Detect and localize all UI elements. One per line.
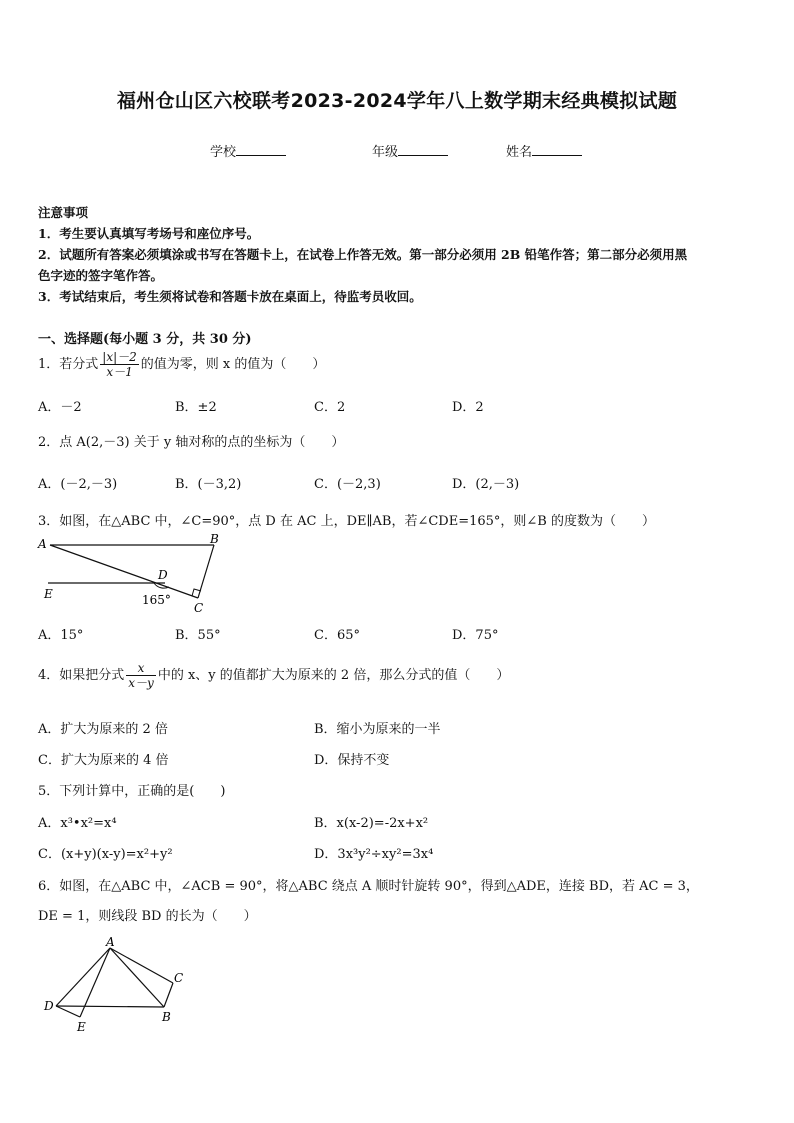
notes-heading: 注意事项 — [38, 205, 89, 220]
label-b: B — [210, 532, 219, 546]
label-e: E — [77, 1020, 86, 1034]
option-a[interactable]: A．扩大为原来的 2 倍 — [38, 722, 168, 737]
fraction: $\frac{x}{x-y}$ — [128, 661, 154, 690]
label-e: E — [44, 587, 53, 601]
note-item: 色字迹的签字笔作答。 — [38, 268, 164, 283]
option-b[interactable]: B．x(x-2)=-2x+x² — [314, 816, 429, 831]
question-5: 5．下列计算中，正确的是( ) — [38, 784, 226, 799]
option-a[interactable]: A．(－2,－3) — [38, 477, 118, 492]
option-d[interactable]: D．(2,－3) — [452, 477, 520, 492]
option-c[interactable]: C．2 — [314, 400, 346, 415]
option-d[interactable]: D．2 — [452, 400, 484, 415]
option-a[interactable]: A．15° — [38, 628, 84, 643]
question-4: 4．如果把分式 $\frac{x}{x-y}$ 中的 x、y 的值都扩大为原来的 2 倍，那么分式的值（ ） — [38, 661, 510, 690]
option-b[interactable]: B．55° — [175, 628, 221, 643]
school-field: 学校 — [210, 141, 286, 160]
option-d[interactable]: D．保持不变 — [314, 753, 390, 768]
triangle-figure-q6 — [40, 935, 200, 1035]
note-item: 3．考试结束后，考生须将试卷和答题卡放在桌面上，待监考员收回。 — [38, 289, 422, 304]
question-6-line-1: 6．如图，在△ABC 中，∠ACB = 90°，将△ABC 绕点 A 顺时针旋转 90°，得到△ADE，连接 BD，若 AC = 3， — [38, 879, 699, 894]
option-c[interactable]: C．65° — [314, 628, 360, 643]
question-2: 2．点 A(2,－3) 关于 y 轴对称的点的坐标为（ ） — [38, 435, 345, 450]
option-a[interactable]: A．x³•x²=x⁴ — [38, 816, 117, 831]
option-d[interactable]: D．75° — [452, 628, 499, 643]
label-d: D — [44, 999, 54, 1013]
option-c[interactable]: C．扩大为原来的 4 倍 — [38, 753, 169, 768]
label-a: A — [38, 537, 47, 551]
angle-label: 165° — [142, 593, 171, 607]
note-item: 1．考生要认真填写考场号和座位序号。 — [38, 226, 260, 241]
option-b[interactable]: B．缩小为原来的一半 — [314, 722, 441, 737]
triangle-figure-q3 — [34, 530, 234, 615]
option-c[interactable]: C．(－2,3) — [314, 477, 381, 492]
option-c[interactable]: C．(x+y)(x-y)=x²+y² — [38, 847, 173, 862]
fraction: $\frac{|x|-2}{x-1}$ — [102, 350, 137, 379]
name-field: 姓名 — [506, 141, 582, 160]
question-6-line-2: DE = 1，则线段 BD 的长为（ ） — [38, 909, 257, 924]
label-c: C — [174, 971, 184, 985]
question-3: 3．如图，在△ABC 中，∠C=90°，点 D 在 AC 上，DE∥AB，若∠CDE=165°，则∠B 的度数为（ ） — [38, 514, 655, 529]
label-b: B — [162, 1010, 171, 1024]
question-1: 1．若分式 $\frac{|x|-2}{x-1}$ 的值为零，则 x 的值为（ ） — [38, 350, 326, 379]
label-c: C — [194, 601, 204, 615]
label-a: A — [106, 935, 115, 949]
section-heading: 一、选择题(每小题 3 分，共 30 分) — [38, 332, 252, 347]
page-title: 福州仓山区六校联考2023-2024学年八上数学期末经典模拟试题 — [116, 90, 678, 112]
option-d[interactable]: D．3x³y²÷xy²=3x⁴ — [314, 847, 434, 862]
option-b[interactable]: B．±2 — [175, 400, 217, 415]
option-b[interactable]: B．(－3,2) — [175, 477, 242, 492]
note-item: 2．试题所有答案必须填涂或书写在答题卡上，在试卷上作答无效。第一部分必须用 2B 铅笔作答；第二部分必须用黑 — [38, 247, 688, 262]
label-d: D — [158, 568, 168, 582]
grade-field: 年级 — [372, 141, 448, 160]
option-a[interactable]: A．－2 — [38, 400, 82, 415]
